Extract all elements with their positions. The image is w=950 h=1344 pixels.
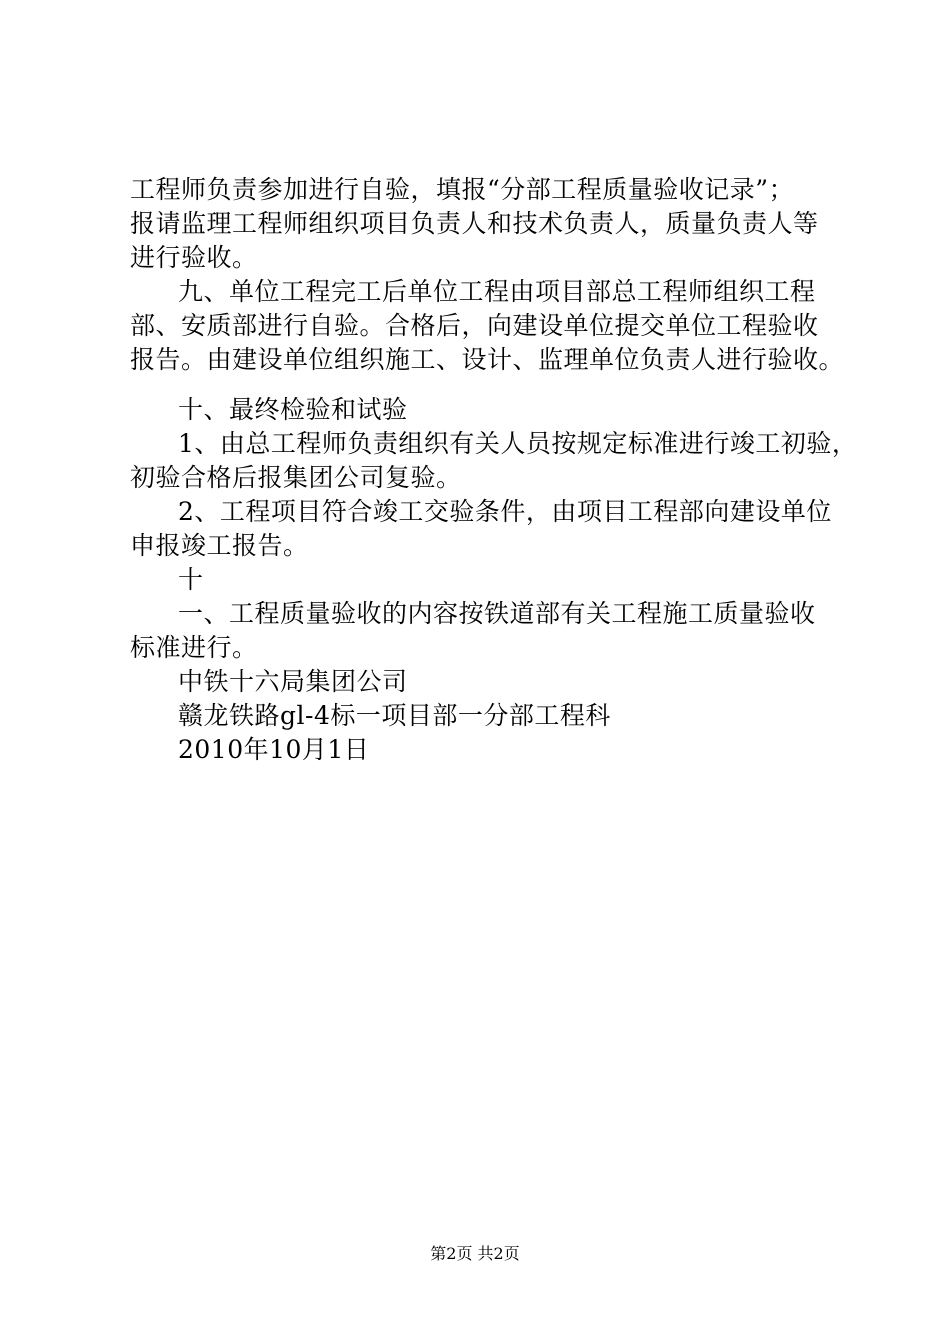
body-line: 初验合格后报集团公司复验。 (130, 463, 462, 492)
body-line: 报请监理工程师组织项目负责人和技术负责人，质量负责人等 (130, 209, 819, 238)
section-10-heading: 十、最终检验和试验 (178, 395, 408, 424)
body-line: 部、安质部进行自验。合格后，向建设单位提交单位工程验收 (130, 311, 819, 340)
body-line: 报告。由建设单位组织施工、设计、监理单位负责人进行验收。 (130, 345, 845, 374)
signature-department: 赣龙铁路gl-4标一项目部一分部工程科 (178, 701, 611, 730)
body-line: 工程师负责参加进行自验，填报“分部工程质量验收记录”； (130, 175, 795, 204)
body-line: 标准进行。 (130, 633, 258, 662)
page-number-footer: 第2页 共2页 (430, 1244, 520, 1263)
section-9-line: 九、单位工程完工后单位工程由项目部总工程师组织工程 (178, 277, 816, 306)
item-2-line: 2、工程项目符合竣工交验条件，由项目工程部向建设单位 (178, 497, 832, 526)
signature-organization: 中铁十六局集团公司 (178, 667, 408, 696)
section-11-line: 一、工程质量验收的内容按铁道部有关工程施工质量验收 (178, 599, 816, 628)
body-line: 进行验收。 (130, 243, 258, 272)
body-line: 申报竣工报告。 (130, 531, 309, 560)
section-11-numeral: 十 (178, 565, 204, 594)
signature-date: 2010年10月1日 (178, 735, 370, 764)
item-1-line: 1、由总工程师负责组织有关人员按规定标准进行竣工初验， (178, 429, 858, 458)
